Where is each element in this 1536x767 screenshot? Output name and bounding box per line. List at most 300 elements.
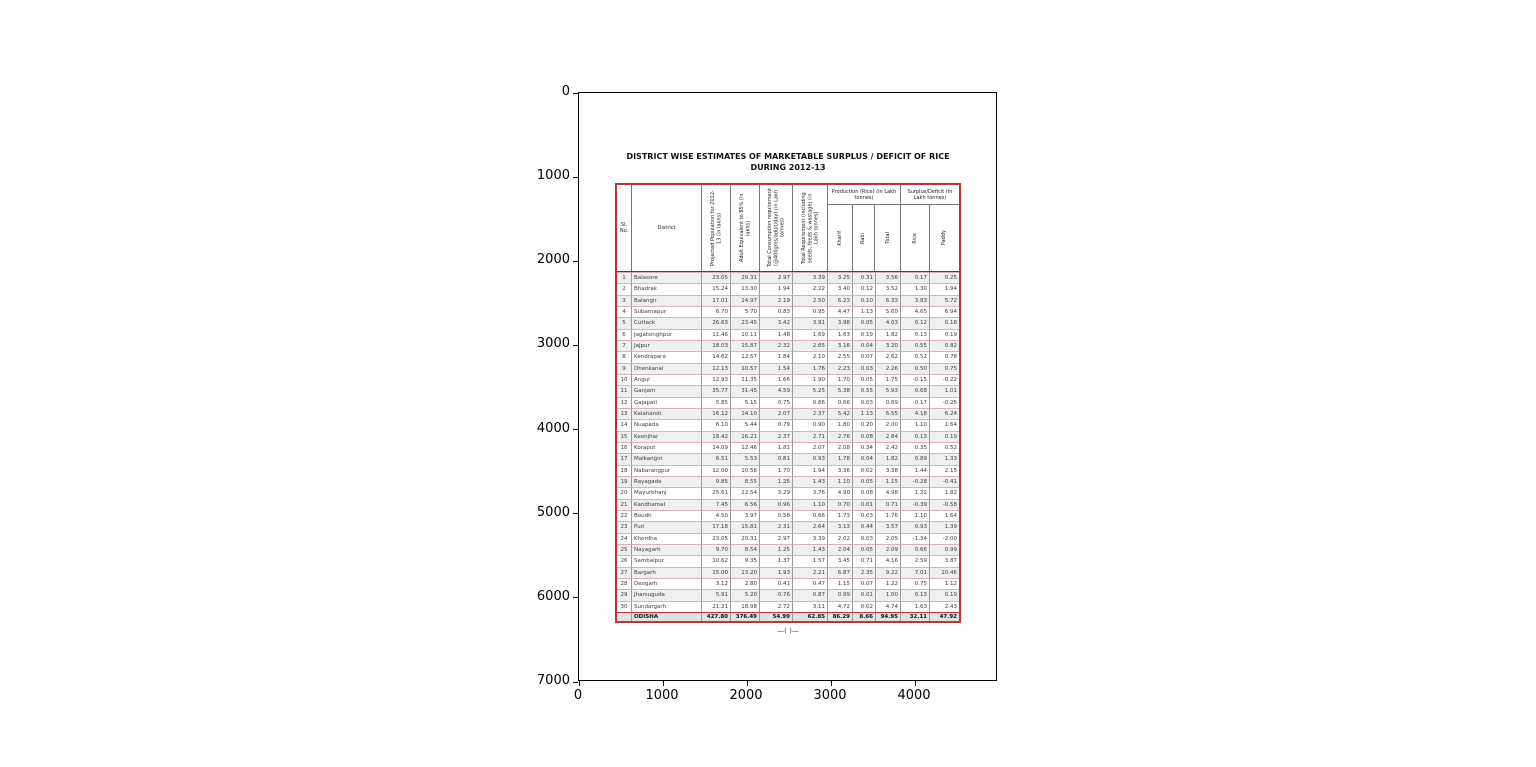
district-cell: Keonjhar bbox=[632, 431, 702, 442]
value-cell: 18.03 bbox=[702, 340, 731, 351]
value-cell: 4.03 bbox=[876, 317, 901, 328]
value-cell: 3.91 bbox=[793, 317, 828, 328]
value-cell: 14.09 bbox=[702, 442, 731, 453]
value-cell: 14 bbox=[617, 419, 632, 430]
value-cell: 0.55 bbox=[901, 340, 930, 351]
value-cell: 3.20 bbox=[876, 340, 901, 351]
table-row bbox=[617, 431, 959, 442]
value-cell: 6 bbox=[617, 329, 632, 340]
col-group-production bbox=[828, 185, 901, 271]
table-row bbox=[617, 272, 959, 283]
value-cell: 3.29 bbox=[760, 487, 793, 498]
table-row bbox=[617, 329, 959, 340]
value-cell: 3.38 bbox=[876, 465, 901, 476]
value-cell: 8.54 bbox=[731, 544, 760, 555]
value-cell: 24 bbox=[617, 533, 632, 544]
value-cell: 13.30 bbox=[731, 283, 760, 294]
value-cell: 3 bbox=[617, 295, 632, 306]
value-cell: 20.31 bbox=[731, 533, 760, 544]
value-cell: 6.33 bbox=[876, 295, 901, 306]
value-cell: 1.57 bbox=[793, 555, 828, 566]
table-row bbox=[617, 340, 959, 351]
y-tick-label: 3000 bbox=[536, 336, 570, 352]
table-row bbox=[617, 589, 959, 600]
district-cell: Angul bbox=[632, 374, 702, 385]
value-cell: 2.23 bbox=[828, 363, 853, 374]
value-cell: 20 bbox=[617, 487, 632, 498]
value-cell: 16.12 bbox=[702, 408, 731, 419]
value-cell: 0.89 bbox=[901, 453, 930, 464]
table-row bbox=[617, 521, 959, 532]
value-cell: 1.80 bbox=[828, 419, 853, 430]
value-cell: 26.63 bbox=[702, 317, 731, 328]
value-cell: -0.15 bbox=[901, 374, 930, 385]
col-header-projected-population: Projected Population for 2012-13 (in lakhs) bbox=[702, 185, 731, 271]
table-row bbox=[617, 442, 959, 453]
value-cell: 1.44 bbox=[901, 465, 930, 476]
value-cell: 2.19 bbox=[760, 295, 793, 306]
value-cell: 3.45 bbox=[828, 555, 853, 566]
district-cell: Deogarh bbox=[632, 578, 702, 589]
district-cell: Boudh bbox=[632, 510, 702, 521]
value-cell: 4.59 bbox=[760, 385, 793, 396]
value-cell: 17 bbox=[617, 453, 632, 464]
value-cell: 2.00 bbox=[876, 419, 901, 430]
y-tick-mark bbox=[573, 177, 578, 178]
value-cell: 15 bbox=[617, 431, 632, 442]
value-cell: 1.93 bbox=[760, 567, 793, 578]
value-cell: 3.83 bbox=[901, 295, 930, 306]
value-cell: 2.26 bbox=[876, 363, 901, 374]
title-line-2: DURING 2012-13 bbox=[750, 163, 826, 172]
value-cell: 1.13 bbox=[853, 306, 876, 317]
value-cell: 7 bbox=[617, 340, 632, 351]
y-tick-label: 5000 bbox=[536, 504, 570, 520]
x-tick-label: 2000 bbox=[729, 688, 763, 703]
value-cell: 2.43 bbox=[930, 601, 959, 612]
value-cell: 13.20 bbox=[731, 567, 760, 578]
value-cell: 6.10 bbox=[702, 419, 731, 430]
value-cell: 2.37 bbox=[760, 431, 793, 442]
value-cell: 2.42 bbox=[876, 442, 901, 453]
value-cell: 8.66 bbox=[853, 612, 876, 622]
value-cell: 0.68 bbox=[901, 385, 930, 396]
value-cell: 1.33 bbox=[930, 453, 959, 464]
col-group-surplus-deficit bbox=[901, 185, 959, 271]
value-cell: 1.00 bbox=[876, 589, 901, 600]
value-cell: 3.97 bbox=[731, 510, 760, 521]
value-cell: 2.76 bbox=[828, 431, 853, 442]
value-cell: 1.63 bbox=[901, 601, 930, 612]
district-cell: Jagatsinghpur bbox=[632, 329, 702, 340]
value-cell: 6.51 bbox=[702, 453, 731, 464]
value-cell: 0.99 bbox=[828, 589, 853, 600]
value-cell: 6.56 bbox=[731, 499, 760, 510]
table-row bbox=[617, 374, 959, 385]
value-cell: 1.82 bbox=[876, 453, 901, 464]
value-cell: 0.25 bbox=[930, 272, 959, 283]
value-cell: 5.85 bbox=[702, 397, 731, 408]
value-cell: 47.92 bbox=[930, 612, 959, 622]
value-cell: 1.10 bbox=[901, 510, 930, 521]
value-cell: 0.10 bbox=[853, 295, 876, 306]
y-tick-mark bbox=[573, 513, 578, 514]
value-cell: 3.36 bbox=[828, 465, 853, 476]
value-cell: 0.95 bbox=[793, 306, 828, 317]
value-cell: 0.19 bbox=[853, 329, 876, 340]
value-cell: 1.48 bbox=[760, 329, 793, 340]
value-cell: 18 bbox=[617, 465, 632, 476]
table-row bbox=[617, 385, 959, 396]
value-cell: 0.03 bbox=[853, 363, 876, 374]
value-cell: 3.87 bbox=[930, 555, 959, 566]
value-cell: 25 bbox=[617, 544, 632, 555]
value-cell: 2.59 bbox=[901, 555, 930, 566]
value-cell: 4.90 bbox=[828, 487, 853, 498]
value-cell: 0.47 bbox=[793, 578, 828, 589]
table-row bbox=[617, 510, 959, 521]
value-cell: 5.93 bbox=[876, 385, 901, 396]
table-row bbox=[617, 567, 959, 578]
value-cell: 94.95 bbox=[876, 612, 901, 622]
value-cell: 23.45 bbox=[731, 317, 760, 328]
table-row bbox=[617, 533, 959, 544]
value-cell: 1.63 bbox=[828, 329, 853, 340]
district-cell: Nayagarh bbox=[632, 544, 702, 555]
value-cell: 4.98 bbox=[876, 487, 901, 498]
value-cell: 6.23 bbox=[828, 295, 853, 306]
y-tick-label: 0 bbox=[561, 84, 570, 99]
value-cell: 0.66 bbox=[901, 544, 930, 555]
value-cell: 1.54 bbox=[760, 363, 793, 374]
district-cell: Nabarangpur bbox=[632, 465, 702, 476]
value-cell: 2.71 bbox=[793, 431, 828, 442]
value-cell: 1.66 bbox=[760, 374, 793, 385]
value-cell: 19 bbox=[617, 476, 632, 487]
value-cell: 5 bbox=[617, 317, 632, 328]
value-cell: 0.02 bbox=[853, 465, 876, 476]
value-cell: 1.15 bbox=[876, 476, 901, 487]
value-cell: 15.81 bbox=[731, 521, 760, 532]
value-cell: 0.05 bbox=[853, 544, 876, 555]
value-cell: 0.58 bbox=[760, 510, 793, 521]
x-tick-mark bbox=[747, 681, 748, 686]
district-cell: Sambalpur bbox=[632, 555, 702, 566]
value-cell: 1.10 bbox=[793, 499, 828, 510]
value-cell: 1.37 bbox=[760, 555, 793, 566]
value-cell: 0.05 bbox=[853, 317, 876, 328]
district-cell: Sundargarh bbox=[632, 601, 702, 612]
y-axis-labels bbox=[500, 84, 570, 692]
y-tick-mark bbox=[573, 345, 578, 346]
value-cell: 0.13 bbox=[901, 589, 930, 600]
value-cell: 1.25 bbox=[760, 544, 793, 555]
value-cell: 11 bbox=[617, 385, 632, 396]
value-cell: 2.10 bbox=[793, 351, 828, 362]
value-cell: 30 bbox=[617, 601, 632, 612]
value-cell: 0.04 bbox=[853, 340, 876, 351]
value-cell: 0.08 bbox=[853, 431, 876, 442]
district-cell: Nuapada bbox=[632, 419, 702, 430]
value-cell: 29 bbox=[617, 589, 632, 600]
table-row bbox=[617, 306, 959, 317]
value-cell: 4.50 bbox=[702, 510, 731, 521]
value-cell: 0.05 bbox=[853, 476, 876, 487]
value-cell: -1.34 bbox=[901, 533, 930, 544]
value-cell: 3.57 bbox=[876, 521, 901, 532]
value-cell: 0.90 bbox=[793, 419, 828, 430]
value-cell: 1.94 bbox=[930, 283, 959, 294]
table-row bbox=[617, 578, 959, 589]
value-cell: 16.21 bbox=[731, 431, 760, 442]
value-cell: 18.98 bbox=[731, 601, 760, 612]
value-cell: 2.09 bbox=[876, 544, 901, 555]
district-cell: Balasore bbox=[632, 272, 702, 283]
value-cell: 3.76 bbox=[793, 487, 828, 498]
value-cell: 1.10 bbox=[901, 419, 930, 430]
table-body bbox=[617, 272, 959, 620]
district-cell: Ganjam bbox=[632, 385, 702, 396]
value-cell: 10.57 bbox=[731, 363, 760, 374]
value-cell: 0.66 bbox=[828, 397, 853, 408]
value-cell: 2.97 bbox=[760, 533, 793, 544]
value-cell: 0.13 bbox=[901, 431, 930, 442]
value-cell: 5.91 bbox=[702, 589, 731, 600]
value-cell: 1.82 bbox=[876, 329, 901, 340]
value-cell: 16 bbox=[617, 442, 632, 453]
value-cell: 12.93 bbox=[702, 374, 731, 385]
table-row bbox=[617, 295, 959, 306]
value-cell: 3.12 bbox=[702, 578, 731, 589]
value-cell: 0.75 bbox=[930, 363, 959, 374]
value-cell: 27 bbox=[617, 567, 632, 578]
value-cell: 10 bbox=[617, 374, 632, 385]
value-cell: 2.62 bbox=[876, 351, 901, 362]
value-cell: 3.13 bbox=[828, 521, 853, 532]
value-cell: 62.85 bbox=[793, 612, 828, 622]
value-cell: 0.03 bbox=[853, 533, 876, 544]
value-cell: 0.34 bbox=[853, 442, 876, 453]
value-cell: 0.82 bbox=[930, 340, 959, 351]
value-cell: 2.15 bbox=[930, 465, 959, 476]
x-tick-mark bbox=[663, 681, 664, 686]
col-header-rabi: Rabi bbox=[853, 205, 876, 271]
value-cell: 0.78 bbox=[930, 351, 959, 362]
value-cell: 21.21 bbox=[702, 601, 731, 612]
value-cell: 10.56 bbox=[731, 465, 760, 476]
value-cell: 15.87 bbox=[731, 340, 760, 351]
value-cell: 10.11 bbox=[731, 329, 760, 340]
value-cell: 427.80 bbox=[702, 612, 731, 622]
value-cell: -0.39 bbox=[901, 499, 930, 510]
value-cell: 8.55 bbox=[731, 476, 760, 487]
value-cell: 2.37 bbox=[793, 408, 828, 419]
y-tick-mark bbox=[573, 597, 578, 598]
value-cell: 2.02 bbox=[828, 533, 853, 544]
value-cell: 3.39 bbox=[793, 272, 828, 283]
district-cell: Kandhamal bbox=[632, 499, 702, 510]
value-cell: 0.75 bbox=[760, 397, 793, 408]
value-cell: 23.05 bbox=[702, 533, 731, 544]
value-cell: 9.85 bbox=[702, 476, 731, 487]
district-surplus-table bbox=[615, 183, 961, 623]
col-header-total-consumption: Total Consumption requirement (@400gms/adult/day) (in Lakh tonnes) bbox=[760, 185, 793, 271]
value-cell: 1.64 bbox=[930, 510, 959, 521]
value-cell: 2.80 bbox=[731, 578, 760, 589]
value-cell: 5.38 bbox=[828, 385, 853, 396]
col-header-rice: Rice bbox=[901, 205, 930, 271]
value-cell: 2.08 bbox=[828, 442, 853, 453]
value-cell: 5.42 bbox=[828, 408, 853, 419]
district-cell: Koraput bbox=[632, 442, 702, 453]
value-cell: 0.13 bbox=[901, 329, 930, 340]
district-cell: Kalahandi bbox=[632, 408, 702, 419]
value-cell: 0.75 bbox=[901, 578, 930, 589]
value-cell: 0.93 bbox=[901, 521, 930, 532]
value-cell: 11.35 bbox=[731, 374, 760, 385]
value-cell: 0.01 bbox=[853, 499, 876, 510]
value-cell: 0.69 bbox=[876, 397, 901, 408]
table-row bbox=[617, 317, 959, 328]
value-cell: 4.16 bbox=[876, 555, 901, 566]
value-cell: -0.41 bbox=[930, 476, 959, 487]
value-cell: 0.19 bbox=[930, 431, 959, 442]
value-cell: 3.42 bbox=[760, 317, 793, 328]
value-cell: 3.56 bbox=[876, 272, 901, 283]
value-cell: 9.70 bbox=[702, 544, 731, 555]
value-cell: 1.78 bbox=[828, 453, 853, 464]
value-cell: 1.10 bbox=[828, 476, 853, 487]
district-cell: Jajpur bbox=[632, 340, 702, 351]
district-cell: Subarnapur bbox=[632, 306, 702, 317]
value-cell: 3.39 bbox=[793, 533, 828, 544]
value-cell: 12.46 bbox=[731, 442, 760, 453]
document-title bbox=[615, 151, 961, 173]
x-tick-mark bbox=[915, 681, 916, 686]
value-cell: -0.17 bbox=[901, 397, 930, 408]
value-cell: 12.00 bbox=[702, 465, 731, 476]
x-axis-labels bbox=[573, 688, 1008, 708]
value-cell: 0.03 bbox=[853, 510, 876, 521]
value-cell: 376.49 bbox=[731, 612, 760, 622]
value-cell: -2.00 bbox=[930, 533, 959, 544]
value-cell: 1.12 bbox=[930, 578, 959, 589]
col-header-paddy: Paddy bbox=[941, 230, 948, 246]
value-cell: 0.31 bbox=[853, 272, 876, 283]
value-cell: 0.01 bbox=[853, 589, 876, 600]
value-cell: 4.47 bbox=[828, 306, 853, 317]
value-cell: 28 bbox=[617, 578, 632, 589]
value-cell: 0.19 bbox=[930, 589, 959, 600]
y-tick-label: 2000 bbox=[536, 252, 570, 268]
table-row bbox=[617, 453, 959, 464]
value-cell: 0.41 bbox=[760, 578, 793, 589]
value-cell: -0.22 bbox=[930, 374, 959, 385]
district-cell: Mayurbhanj bbox=[632, 487, 702, 498]
value-cell: 86.29 bbox=[828, 612, 853, 622]
value-cell: 12 bbox=[617, 397, 632, 408]
value-cell: 23 bbox=[617, 521, 632, 532]
x-tick-mark bbox=[831, 681, 832, 686]
value-cell: 1.25 bbox=[760, 476, 793, 487]
table-row bbox=[617, 465, 959, 476]
table-row bbox=[617, 351, 959, 362]
value-cell: 1.43 bbox=[793, 544, 828, 555]
y-tick-label: 6000 bbox=[536, 588, 570, 604]
value-cell: -0.28 bbox=[901, 476, 930, 487]
value-cell: 0.07 bbox=[853, 578, 876, 589]
value-cell: 9 bbox=[617, 363, 632, 374]
district-cell: Puri bbox=[632, 521, 702, 532]
value-cell: 2.50 bbox=[793, 295, 828, 306]
x-tick-label: 1000 bbox=[645, 688, 679, 703]
value-cell: 0.99 bbox=[930, 544, 959, 555]
value-cell: 0.12 bbox=[853, 283, 876, 294]
value-cell: 8 bbox=[617, 351, 632, 362]
table-row bbox=[617, 499, 959, 510]
value-cell: 12.13 bbox=[702, 363, 731, 374]
value-cell: 2.22 bbox=[793, 283, 828, 294]
value-cell: 1.76 bbox=[876, 510, 901, 521]
value-cell: 0.18 bbox=[930, 317, 959, 328]
x-tick-label: 3000 bbox=[813, 688, 847, 703]
value-cell: 1.22 bbox=[876, 578, 901, 589]
x-tick-label: 0 bbox=[573, 688, 583, 703]
value-cell: 5.72 bbox=[930, 295, 959, 306]
table-row bbox=[617, 544, 959, 555]
value-cell: 0.86 bbox=[793, 397, 828, 408]
district-cell: Cuttack bbox=[632, 317, 702, 328]
value-cell: 0.81 bbox=[760, 453, 793, 464]
y-tick-mark bbox=[573, 93, 578, 94]
value-cell: 0.07 bbox=[853, 351, 876, 362]
value-cell: 0.50 bbox=[901, 363, 930, 374]
col-header-adult-equivalent: Adult Equivalent to 85% (in lakhs) bbox=[731, 185, 760, 271]
value-cell: 2.21 bbox=[793, 567, 828, 578]
value-cell bbox=[617, 612, 632, 622]
value-cell: 20.31 bbox=[731, 272, 760, 283]
y-tick-label: 7000 bbox=[536, 673, 570, 688]
value-cell: 11.46 bbox=[702, 329, 731, 340]
value-cell: 0.55 bbox=[853, 385, 876, 396]
value-cell: 0.93 bbox=[793, 453, 828, 464]
value-cell: 6.70 bbox=[702, 306, 731, 317]
value-cell: 14.10 bbox=[731, 408, 760, 419]
value-cell: 2.72 bbox=[760, 601, 793, 612]
value-cell: 0.02 bbox=[853, 601, 876, 612]
value-cell: 2.32 bbox=[760, 340, 793, 351]
col-header-total-requirement: Total Requirement (including seeds, feeds & wastage) (in Lakh tonnes) bbox=[793, 185, 828, 271]
value-cell: 0.19 bbox=[930, 329, 959, 340]
col-header-total-production: Total bbox=[884, 232, 891, 244]
value-cell: 25.61 bbox=[702, 487, 731, 498]
value-cell: 13 bbox=[617, 408, 632, 419]
value-cell: 0.20 bbox=[853, 419, 876, 430]
value-cell: 2.07 bbox=[760, 408, 793, 419]
table-row bbox=[617, 283, 959, 294]
value-cell: 2.65 bbox=[793, 340, 828, 351]
value-cell: 3.40 bbox=[828, 283, 853, 294]
value-cell: 0.52 bbox=[901, 351, 930, 362]
x-tick-mark bbox=[579, 681, 580, 686]
value-cell: 15.24 bbox=[702, 283, 731, 294]
value-cell: 54.99 bbox=[760, 612, 793, 622]
production-group-label: Production (Rice) (In Lakh tonnes) bbox=[828, 185, 900, 205]
value-cell: 1.43 bbox=[793, 476, 828, 487]
district-cell: Kendrapara bbox=[632, 351, 702, 362]
value-cell: 1.73 bbox=[828, 510, 853, 521]
district-cell: Balangir bbox=[632, 295, 702, 306]
